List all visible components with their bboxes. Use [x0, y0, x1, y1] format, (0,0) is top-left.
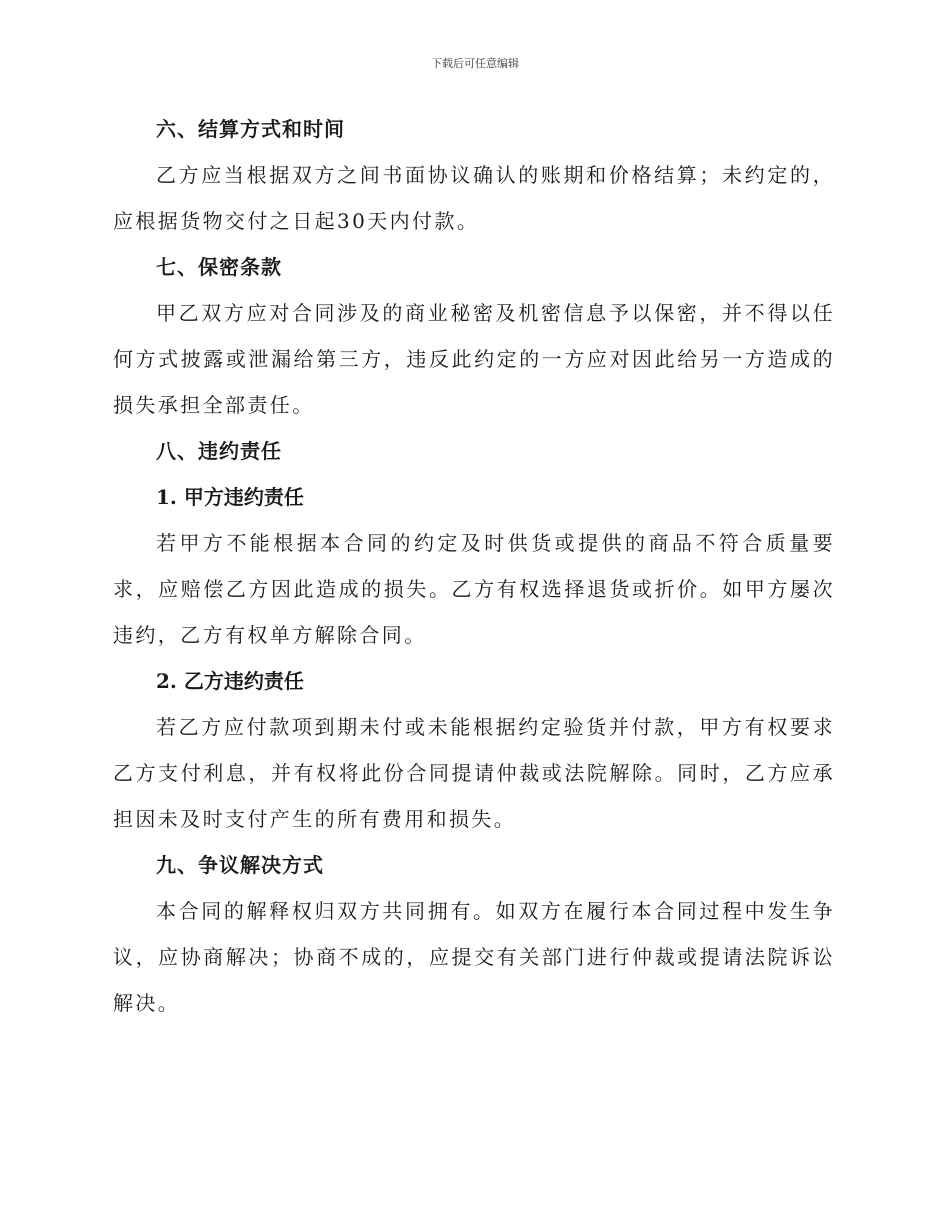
- section-9-heading: 九、争议解决方式: [156, 853, 324, 877]
- section-7-paragraph: 甲乙双方应对合同涉及的商业秘密及机密信息予以保密，并不得以任何方式披露或泄漏给第三方，违反此约定的一方应对因此给另一方造成的损失承担全部责任。: [113, 301, 835, 417]
- page-header-note: 下载后可任意编辑: [431, 57, 519, 70]
- section-7-heading: 七、保密条款: [156, 255, 282, 279]
- section-9-paragraph: 本合同的解释权归双方共同拥有。如双方在履行本合同过程中发生争议，应协商解决；协商不成的，应提交有关部门进行仲裁或提请法院诉讼解决。: [113, 899, 835, 1015]
- section-8-heading: 八、违约责任: [156, 439, 282, 463]
- section-8-sub2-paragraph: 若乙方应付款项到期未付或未能根据约定验货并付款，甲方有权要求乙方支付利息，并有权将此份合同提请仲裁或法院解除。同时，乙方应承担因未及时支付产生的所有费用和损失。: [113, 715, 835, 831]
- section-8-sub1-heading: 1. 甲方违约责任: [156, 485, 304, 509]
- section-6-heading: 六、结算方式和时间: [156, 117, 345, 141]
- document-body: [113, 106, 835, 1026]
- section-8-sub2-heading: 2. 乙方违约责任: [156, 669, 304, 693]
- section-6-paragraph: 乙方应当根据双方之间书面协议确认的账期和价格结算；未约定的，应根据货物交付之日起30天内付款。: [113, 163, 835, 233]
- section-8-sub1-paragraph: 若甲方不能根据本合同的约定及时供货或提供的商品不符合质量要求，应赔偿乙方因此造成的损失。乙方有权选择退货或折价。如甲方屡次违约，乙方有权单方解除合同。: [113, 531, 835, 647]
